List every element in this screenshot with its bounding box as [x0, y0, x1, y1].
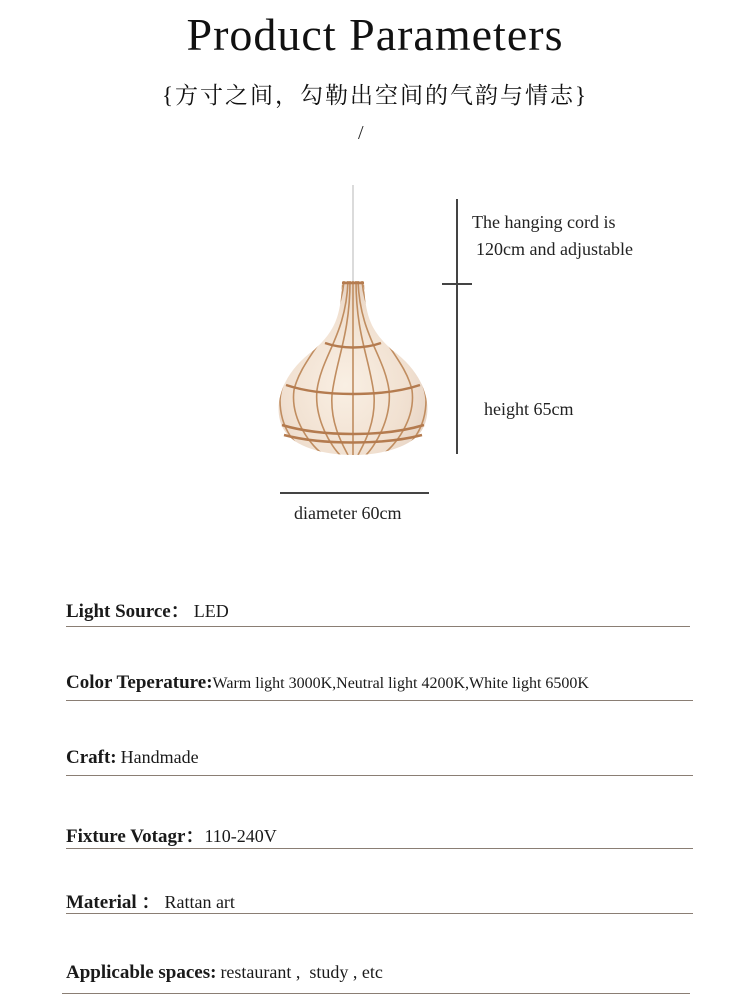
spec-label: Craft: [66, 747, 117, 768]
spec-value: LED [193, 601, 229, 621]
height-text: height 65cm [484, 399, 574, 419]
spec-row-applicable-spaces [66, 962, 692, 992]
diameter-text: diameter 60cm [294, 503, 402, 523]
spec-separator: ： [141, 892, 161, 913]
spec-label: Fixture Votagr [66, 826, 186, 847]
spec-label: Color Teperature: [66, 672, 213, 693]
spec-value: restaurant , study , etc [220, 962, 383, 982]
spec-value: Handmade [120, 747, 199, 767]
height-dimension-line [456, 199, 458, 454]
spec-row-voltage [66, 821, 692, 851]
cord-length-text-line2: 120cm and adjustable [476, 239, 633, 259]
spec-row-light-source [66, 596, 692, 626]
divider [66, 626, 690, 627]
divider [62, 993, 690, 994]
page-title: Product Parameters [186, 9, 564, 60]
page-subtitle: {方寸之间，勾勒出空间的气韵与情志} [161, 83, 589, 108]
divider [66, 700, 693, 701]
spec-row-craft [66, 747, 692, 777]
divider-mark: / [358, 122, 364, 144]
divider [66, 848, 693, 849]
diameter-dimension-line [280, 492, 429, 494]
spec-separator: ： [170, 601, 190, 622]
spec-value: Rattan art [164, 892, 235, 912]
spec-value: 110-240V [204, 826, 277, 846]
cord-length-marker [442, 283, 472, 285]
divider [66, 913, 693, 914]
spec-label: Material [66, 892, 142, 913]
spec-separator: ： [185, 826, 205, 847]
spec-label: Applicable spaces: [66, 962, 217, 983]
cord-length-text-line1: The hanging cord is [472, 212, 616, 232]
divider [66, 775, 693, 776]
spec-value: Warm light 3000K,Neutral light 4200K,White light 6500K [212, 675, 589, 692]
spec-row-color-temperature [66, 672, 692, 702]
pendant-lamp-image [262, 185, 447, 475]
spec-label: Light Source [66, 601, 171, 622]
